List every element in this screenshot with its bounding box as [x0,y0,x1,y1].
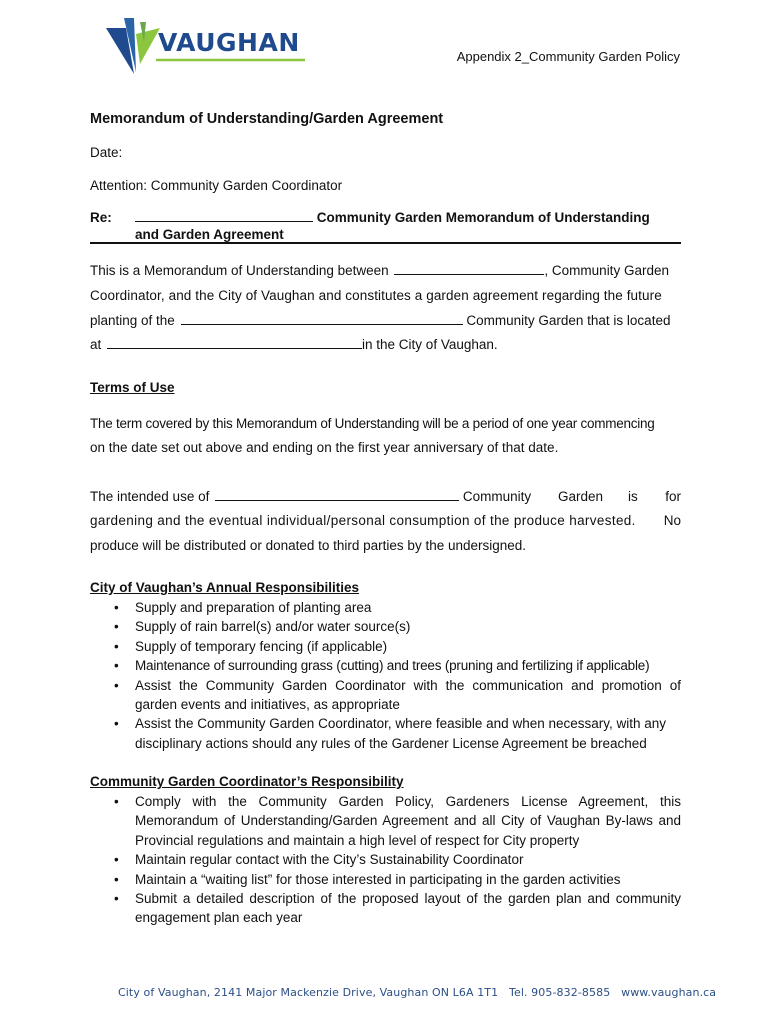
garden-name-blank[interactable] [135,208,313,222]
terms-text-2e: for [665,489,681,504]
intro-line-2: Coordinator, and the City of Vaughan and constitutes a garden agreement regarding the future [90,288,662,303]
terms-text-2a: The intended use of [90,489,210,504]
list-item: • Supply and preparation of planting area [90,598,681,617]
intro-text-4a: at [90,337,102,352]
attention-line: Attention: Community Garden Coordinator [90,178,343,193]
list-item-text: Maintenance of surrounding grass (cutting) and trees (pruning and fertilizing if applicable) [135,658,650,674]
terms-p2-line-3: produce will be distributed or donated to third parties by the undersigned. [90,538,527,553]
list-item [90,714,681,753]
list-item: • Supply of rain barrel(s) and/or water source(s) [90,617,681,636]
footer-address: City of Vaughan, 2141 Major Mackenzie Drive, Vaughan ON L6A 1T1 Tel. 905-832-8585 www.vaughan.ca [118,986,717,999]
list-item-text-cont: garden events and initiatives, as appropriate [135,697,400,713]
intro-line-1 [90,261,669,280]
terms-p2-line-2 [90,511,681,530]
intro-text-3b: Community Garden that is located [466,313,671,328]
divider [90,242,681,244]
list-item [90,792,681,850]
list-item: • Maintain regular contact with the City’s Sustainability Coordinator [90,850,681,869]
terms-text-2d: is [628,489,638,504]
list-item-text-cont: Provincial regulations and maintain a high level of respect for City property [135,832,580,848]
list-item-text-cont: Memorandum of Understanding/Garden Agreement and all City of Vaughan By-laws and [135,813,681,829]
list-item: • Maintain a “waiting list” for those interested in participating in the garden activities [90,870,681,889]
appendix-label: Appendix 2_Community Garden Policy [456,49,680,64]
terms-text-2f: gardening and the eventual individual/personal consumption of the produce harvested. [90,513,636,528]
list-item-text: • Assist the Community Garden Coordinator with the communication and promotion of [135,677,681,693]
terms-p1-line-2: on the date set out above and ending on the first year anniversary of that date. [90,440,559,455]
list-item-text: • Comply with the Community Garden Policy, Gardeners License Agreement, this [135,794,681,809]
list-item-text-cont: engagement plan each year [135,910,303,926]
list-item-text: • Assist the Community Garden Coordinator, where feasible and when necessary, with any [135,716,667,732]
coordinator-list [90,792,681,928]
terms-text-2b: Community [462,489,532,504]
terms-text-2c: Garden [558,489,604,504]
coordinator-name-blank[interactable] [394,261,544,275]
logo-wordmark: VAUGHAN [158,28,300,57]
location-blank[interactable] [107,335,362,349]
terms-p2-line-1 [90,487,681,506]
list-item [90,889,681,928]
re-label: Re: [90,210,112,225]
list-item-text: • Submit a detailed description of the proposed layout of the garden plan and community [135,891,681,907]
re-line-2: and Garden Agreement [135,227,284,242]
intro-text-4b: in the City of Vaughan. [362,337,498,352]
list-item: • Supply of temporary fencing (if applicable) [90,637,681,656]
page-title: Memorandum of Understanding/Garden Agreement [90,111,444,127]
coordinator-heading: Community Garden Coordinator’s Responsibility [90,774,404,789]
city-heading: City of Vaughan’s Annual Responsibilities [90,580,360,595]
list-item-text-cont: disciplinary actions should any rules of the Gardener License Agreement be breached [135,735,647,751]
re-line-1-text: Community Garden Memorandum of Understanding [316,210,650,225]
list-item [90,656,681,675]
terms-heading: Terms of Use [90,380,175,395]
intended-use-blank[interactable] [215,487,459,501]
intro-text-1a: This is a Memorandum of Understanding between [90,263,389,278]
list-item [90,676,681,715]
planting-garden-blank[interactable] [181,311,463,325]
intro-text-3a: planting of the [90,313,175,328]
intro-line-3 [90,311,670,330]
date-label: Date: [90,145,123,160]
intro-line-4 [90,335,498,354]
terms-p1-line-1: The term covered by this Memorandum of Understanding will be a period of one year commencing [90,416,655,431]
vaughan-logo [100,14,310,76]
intro-text-1b: , Community Garden [544,263,669,278]
terms-text-2g: No [663,513,681,528]
city-list [90,598,681,753]
